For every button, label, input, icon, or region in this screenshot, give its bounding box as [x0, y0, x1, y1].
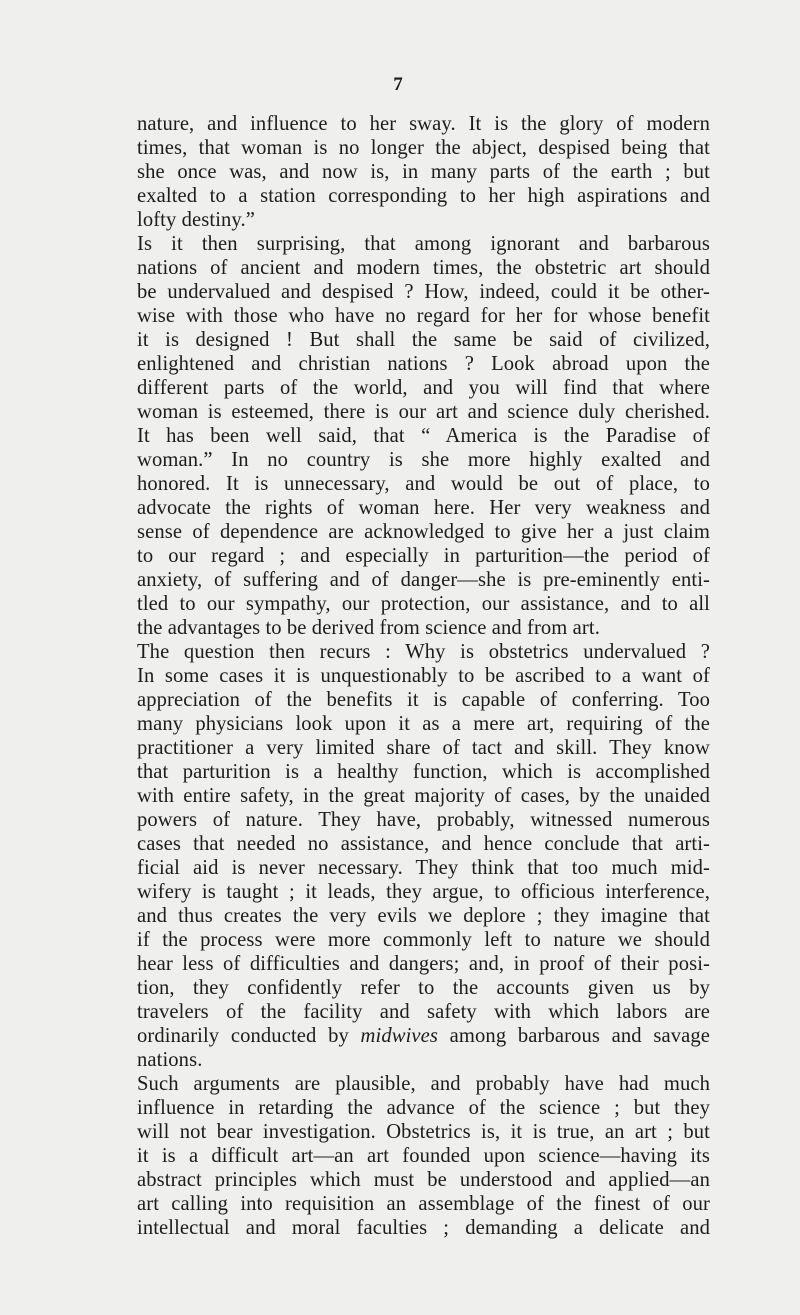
text-line: hear less of difficulties and dangers; and, in proof of their posi-	[137, 953, 710, 975]
body-text	[137, 112, 710, 1240]
text-line: nations of ancient and modern times, the obstetric art should	[137, 257, 710, 279]
text-line: appreciation of the benefits it is capable of conferring. Too	[137, 689, 710, 711]
text-line: if the process were more commonly left to nature we should	[137, 929, 710, 951]
text-line: honored. It is unnecessary, and would be out of place, to	[137, 473, 710, 495]
italic-term: midwives	[360, 1025, 438, 1047]
text-line: it is designed ! But shall the same be said of civilized,	[137, 329, 710, 351]
text-line: to our regard ; and especially in parturition—the period of	[137, 545, 710, 567]
text-line: different parts of the world, and you will find that where	[137, 377, 710, 399]
text-line: influence in retarding the advance of the science ; but they	[137, 1097, 710, 1119]
text-line: exalted to a station corresponding to her high aspirations and	[137, 185, 710, 207]
text-line: woman is esteemed, there is our art and science duly cherished.	[137, 401, 710, 423]
text-line: anxiety, of suffering and of danger—she is pre-eminently enti-	[137, 569, 710, 591]
text-line: travelers of the facility and safety with which labors are	[137, 1001, 710, 1023]
text-line: Is it then surprising, that among ignorant and barbarous	[137, 233, 710, 255]
text-line: wise with those who have no regard for her for whose benefit	[137, 305, 710, 327]
text-line: abstract principles which must be understood and applied—an	[137, 1169, 710, 1191]
text-line: intellectual and moral faculties ; demanding a delicate and	[137, 1217, 710, 1239]
text-line: she once was, and now is, in many parts of the earth ; but	[137, 161, 710, 183]
text-line: tion, they confidently refer to the accounts given us by	[137, 977, 710, 999]
text-line: Such arguments are plausible, and probably have had much	[137, 1073, 710, 1095]
text-line: nations.	[137, 1049, 203, 1071]
text-line: with entire safety, in the great majority of cases, by the unaided	[137, 785, 710, 807]
text-line: art calling into requisition an assemblage of the finest of our	[137, 1193, 710, 1215]
text-line: the advantages to be derived from science and from art.	[137, 617, 600, 639]
text-line: woman.” In no country is she more highly exalted and	[137, 449, 710, 471]
text-line: nature, and influence to her sway. It is the glory of modern	[137, 113, 710, 135]
text-line: be undervalued and despised ? How, indeed, could it be other-	[137, 281, 710, 303]
text-line: that parturition is a healthy function, which is accomplished	[137, 761, 710, 783]
text-line: cases that needed no assistance, and hence conclude that arti-	[137, 833, 710, 855]
text-line: practitioner a very limited share of tact and skill. They know	[137, 737, 710, 759]
text-line: lofty destiny.”	[137, 209, 255, 231]
page-number: 7	[393, 74, 403, 95]
text-line: will not bear investigation. Obstetrics is, it is true, an art ; but	[137, 1121, 710, 1143]
text-line: it is a difficult art—an art founded upon science—having its	[137, 1145, 710, 1167]
text-line: sense of dependence are acknowledged to give her a just claim	[137, 521, 710, 543]
text-line: tled to our sympathy, our protection, our assistance, and to all	[137, 593, 710, 615]
text-line: and thus creates the very evils we deplore ; they imagine that	[137, 905, 710, 927]
text-line: advocate the rights of woman here. Her very weakness and	[137, 497, 710, 519]
text-line: The question then recurs : Why is obstetrics undervalued ?	[137, 641, 710, 663]
text-line: many physicians look upon it as a mere art, requiring of the	[137, 713, 710, 735]
text-line: In some cases it is unquestionably to be ascribed to a want of	[137, 665, 710, 687]
text-line: ficial aid is never necessary. They think that too much mid-	[137, 857, 710, 879]
text-line: wifery is taught ; it leads, they argue, to officious interference,	[137, 881, 710, 903]
text-line: It has been well said, that “ America is the Paradise of	[137, 425, 710, 447]
text-line: powers of nature. They have, probably, witnessed numerous	[137, 809, 710, 831]
text-line: ordinarily conducted by midwives among barbarous and savage	[137, 1025, 710, 1047]
text-line: enlightened and christian nations ? Look abroad upon the	[137, 353, 710, 375]
text-line: times, that woman is no longer the abject, despised being that	[137, 137, 710, 159]
